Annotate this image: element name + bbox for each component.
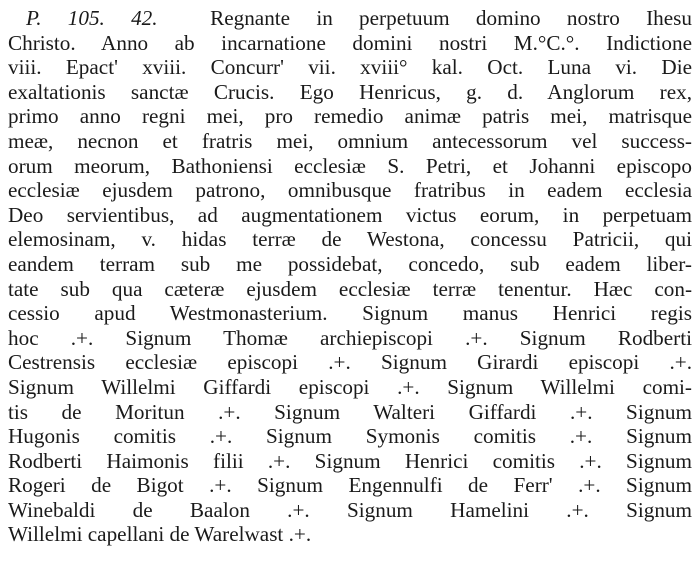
text-line-12: tate sub qua cæteræ ejusdem ecclesiæ terræ tenentur. Hæc con- <box>8 276 692 301</box>
text-line-6: meæ, necnon et fratris mei, omnium antecessorum vel success- <box>8 128 692 153</box>
line-text: Regnante in perpetuum domino nostro Ihesu <box>210 6 692 30</box>
text-line-3: viii. Epact' xviii. Concurr' vii. xviii° kal. Oct. Luna vi. Die <box>8 55 692 80</box>
text-line-18: Hugonis comitis .+. Signum Symonis comitis .+. Signum <box>8 424 692 449</box>
text-line-13: cessio apud Westmonasterium. Signum manus Henrici regis <box>8 301 692 326</box>
text-line-11: eandem terram sub me possidebat, concedo, sub eadem liber- <box>8 251 692 276</box>
text-line-17: tis de Moritun .+. Signum Walteri Giffardi .+. Signum <box>8 399 692 424</box>
text-line-2: Christo. Anno ab incarnatione domini nostri M.°C.°. Indictione <box>8 30 692 55</box>
charter-text <box>8 6 692 547</box>
text-line-4: exaltationis sanctæ Crucis. Ego Henricus, g. d. Anglorum rex, <box>8 79 692 104</box>
text-line-15: Cestrensis ecclesiæ episcopi .+. Signum Girardi episcopi .+. <box>8 350 692 375</box>
text-line-8: ecclesiæ ejusdem patrono, omnibusque fratribus in eadem ecclesia <box>8 178 692 203</box>
text-line-1 <box>8 6 692 31</box>
text-line-19: Rodberti Haimonis filii .+. Signum Henrici comitis .+. Signum <box>8 448 692 473</box>
text-line-22: Willelmi capellani de Warelwast .+. <box>8 522 312 547</box>
text-line-10: elemosinam, v. hidas terræ de Westona, concessu Patricii, qui <box>8 227 692 252</box>
page-reference: P. 105. 42. <box>26 6 158 30</box>
text-line-7: orum meorum, Bathoniensi ecclesiæ S. Petri, et Johanni episcopo <box>8 153 692 178</box>
text-line-14: hoc .+. Signum Thomæ archiepiscopi .+. Signum Rodberti <box>8 325 692 350</box>
text-line-9: Deo servientibus, ad augmentationem victus eorum, in perpetuam <box>8 202 692 227</box>
text-line-20: Rogeri de Bigot .+. Signum Engennulfi de Ferr' .+. Signum <box>8 473 692 498</box>
text-line-16: Signum Willelmi Giffardi episcopi .+. Signum Willelmi comi- <box>8 374 692 399</box>
text-line-21: Winebaldi de Baalon .+. Signum Hamelini .+. Signum <box>8 497 692 522</box>
text-line-5: primo anno regni mei, pro remedio animæ patris mei, matrisque <box>8 104 692 129</box>
